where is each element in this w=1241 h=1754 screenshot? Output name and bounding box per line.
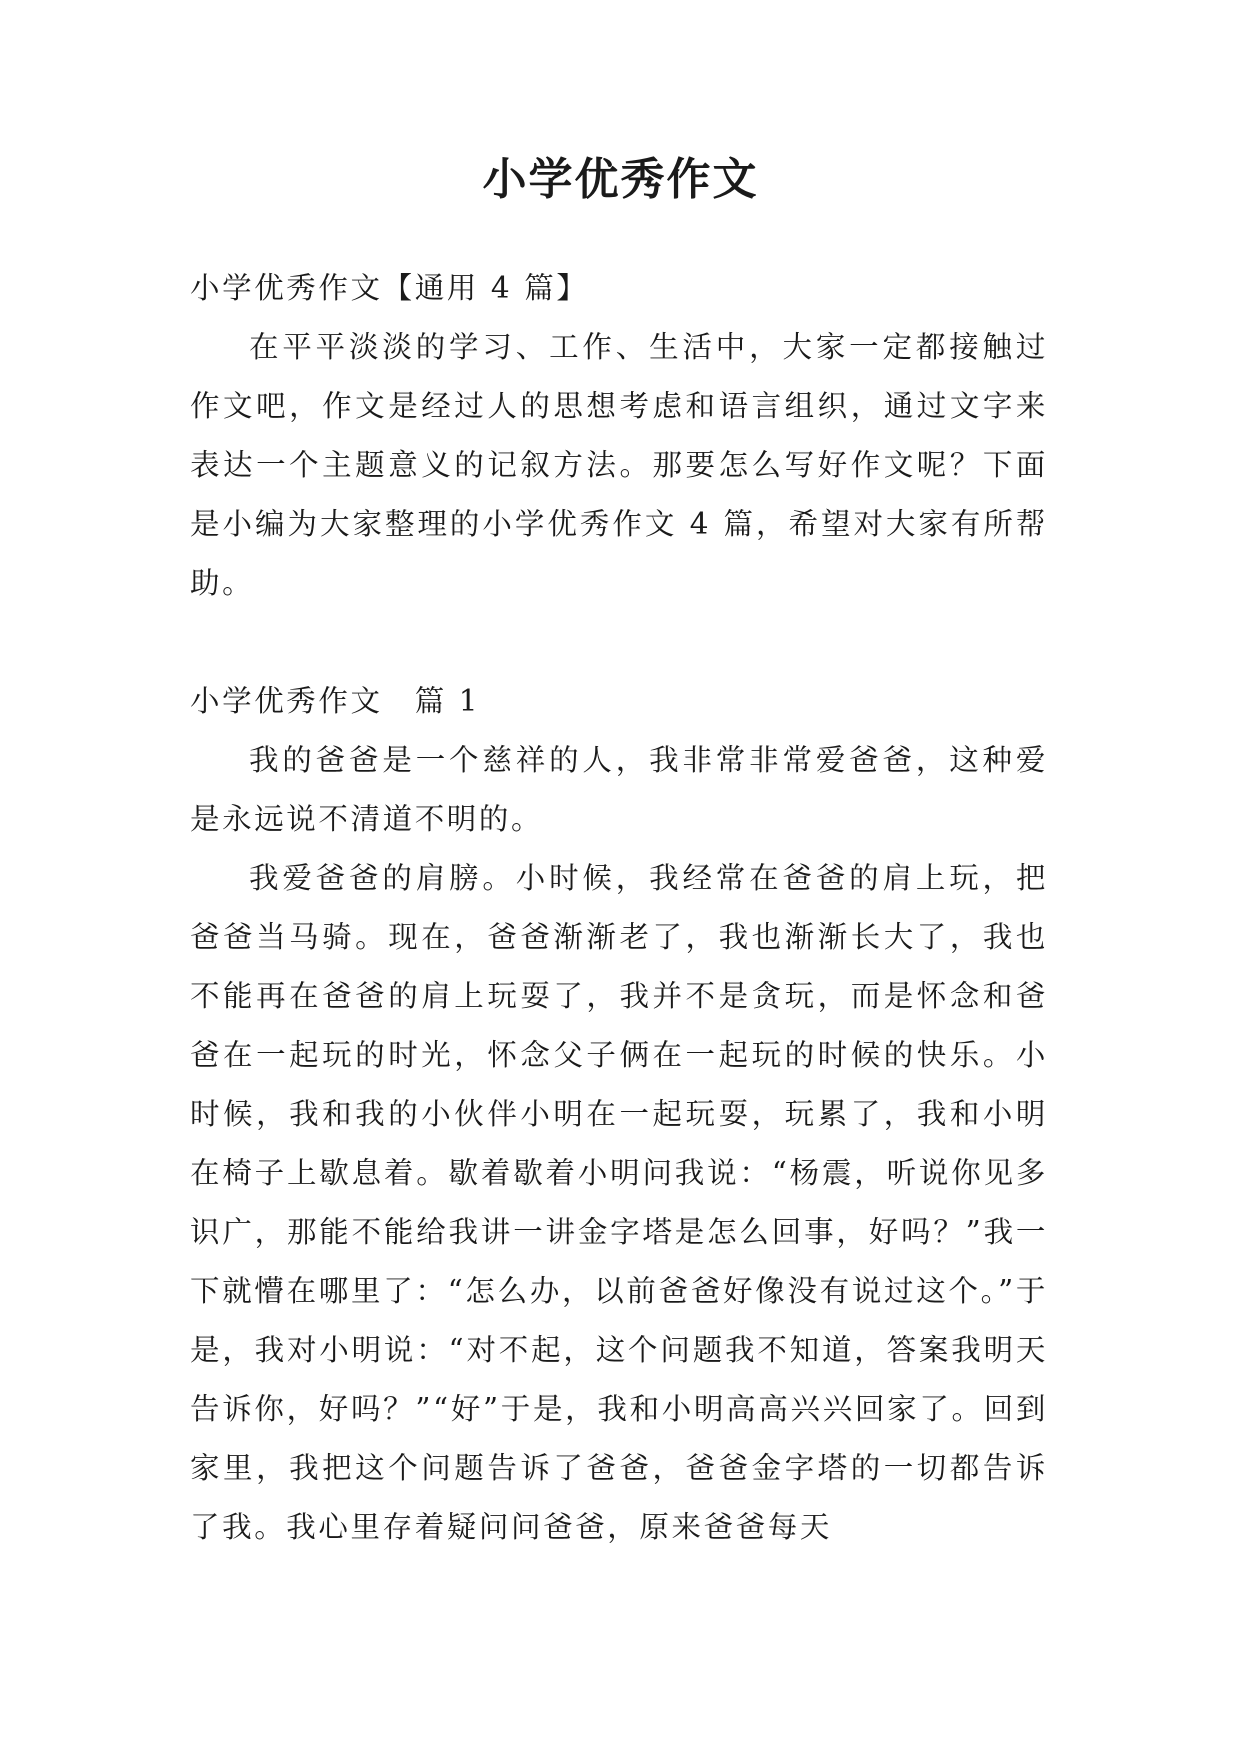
intro-heading: 小学优秀作文【通用 4 篇】 [190, 271, 589, 305]
section-1-paragraph-1: 我的爸爸是一个慈祥的人，我非常非常爱爸爸，这种爱是永远说不清道不明的。 [190, 743, 1048, 836]
intro-paragraph: 在平平淡淡的学习、工作、生活中，大家一定都接触过作文吧，作文是经过人的思想考虑和语言组织，通过文字来表达一个主题意义的记叙方法。那要怎么写好作文呢？下面是小编为大家整理的小学优秀作文 4 篇，希望对大家有所帮助。 [190, 330, 1048, 600]
section-spacer [190, 613, 1048, 672]
section-1-paragraph-2: 我爱爸爸的肩膀。小时候，我经常在爸爸的肩上玩，把爸爸当马骑。现在，爸爸渐渐老了，我也渐渐长大了，我也不能再在爸爸的肩上玩耍了，我并不是贪玩，而是怀念和爸爸在一起玩的时光，怀念父子俩在一起玩的时候的快乐。小时候，我和我的小伙伴小明在一起玩耍，玩累了，我和小明在椅子上歇息着。歇着歇着小明问我说：“杨震，听说你见多识广，那能不能给我讲一讲金字塔是怎么回事，好吗？”我一下就懵在哪里了：“怎么办，以前爸爸好像没有说过这个。”于是，我对小明说：“对不起，这个问题我不知道，答案我明天告诉你，好吗？”“好”于是，我和小明高高兴兴回家了。回到家里，我把这个问题告诉了爸爸，爸爸金字塔的一切都告诉了我。我心里存着疑问问爸爸，原来爸爸每天 [190, 861, 1048, 1544]
section-1-heading: 小学优秀作文 篇 1 [190, 684, 481, 718]
document-body [190, 259, 1048, 1557]
document-title: 小学优秀作文 [482, 154, 759, 205]
